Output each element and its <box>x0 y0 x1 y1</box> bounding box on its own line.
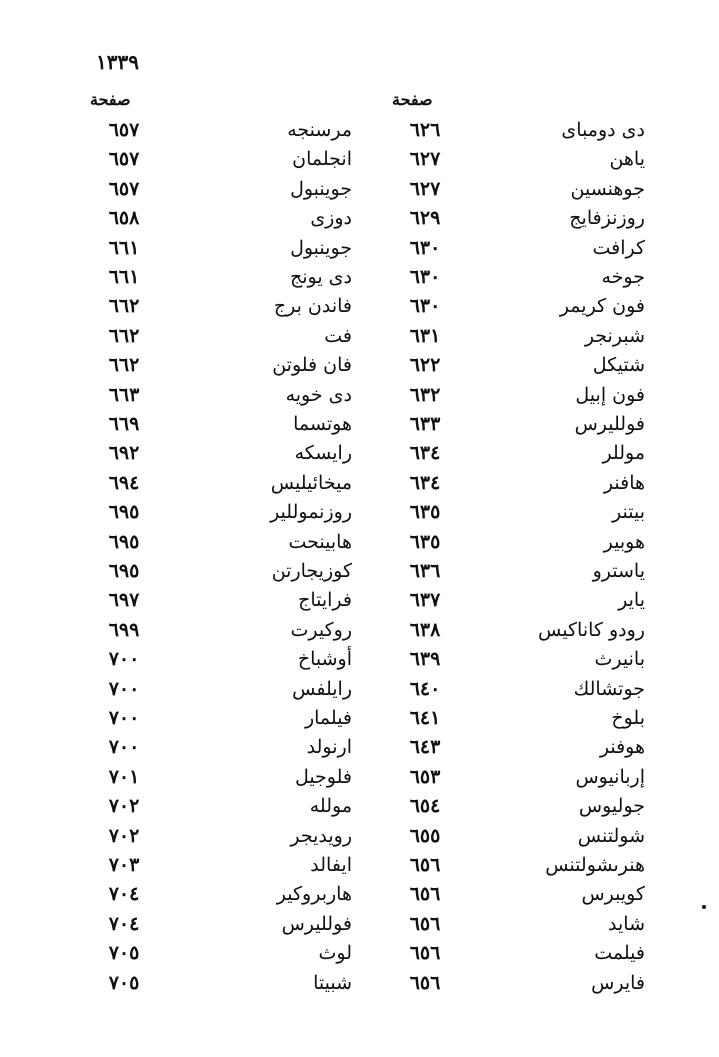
page-right: ٦٣٧ <box>409 589 441 612</box>
page-left: ٦٩٧ <box>108 589 140 612</box>
name-right: دى دومباى <box>561 119 645 141</box>
index-row <box>0 234 719 263</box>
name-left: فرايتاج <box>298 589 352 612</box>
page-left: ٦٩٤ <box>108 471 140 494</box>
page-right: ٦٥٦ <box>409 883 441 906</box>
page-left: ٧٠٥ <box>108 971 140 994</box>
index-row <box>0 439 719 468</box>
page-left: ٧٠٤ <box>108 883 140 906</box>
name-left: ميخائيليس <box>270 471 352 494</box>
page-right: ٦٣٨ <box>409 618 441 641</box>
index-row <box>0 381 719 410</box>
page-right: ٦٣٩ <box>409 648 441 671</box>
name-right: شايد <box>608 912 645 935</box>
page-right: ٦٤١ <box>409 707 441 729</box>
page-right: ٦٣٦ <box>409 560 441 582</box>
name-left: فولليرس <box>281 912 352 935</box>
page-left: ٦٥٧ <box>108 148 140 171</box>
index-row <box>0 322 719 351</box>
name-left: ايفالد <box>310 854 352 876</box>
name-left: هوتسما <box>293 413 352 435</box>
name-right: فون إبيل <box>575 383 645 406</box>
page-left: ٧٠٥ <box>108 942 140 965</box>
page-right: ٦٥٦ <box>409 912 441 935</box>
name-left: جوينبول <box>290 177 352 200</box>
name-right: كرافت <box>592 236 645 259</box>
name-right: فولليرس <box>574 413 645 435</box>
name-right: بانيرث <box>594 648 645 671</box>
name-right: جوتشالك <box>573 677 645 700</box>
name-right: هوفنر <box>599 736 645 759</box>
page-left: ٧٠٠ <box>108 736 140 759</box>
index-row <box>0 733 719 762</box>
page-right: ٦٣٣ <box>409 413 441 435</box>
page-right: ٦٣٥ <box>409 501 441 524</box>
name-right: هافنر <box>603 471 645 494</box>
name-right: شولتنس <box>577 824 645 847</box>
page-right: ٦٥٥ <box>409 824 441 847</box>
name-left: كوزيجارتن <box>271 560 352 582</box>
page-right: ٦٤٣ <box>409 736 441 759</box>
page-right: ٦٣١ <box>409 324 441 347</box>
page-left: ٧٠٠ <box>108 648 140 671</box>
page-left: ٦٦١ <box>108 236 140 259</box>
index-row <box>0 675 719 704</box>
page-right: ٦٣٥ <box>409 530 441 553</box>
ink-speck <box>702 905 706 909</box>
name-left: هابينحت <box>288 530 352 553</box>
index-row <box>0 969 719 998</box>
name-right: فايرس <box>591 971 645 994</box>
page-right: ٦٢٧ <box>409 177 441 200</box>
index-row <box>0 175 719 204</box>
name-right: بلوخ <box>611 707 645 729</box>
page-right: ٦٥٣ <box>409 765 441 788</box>
page-right: ٦٢٢ <box>409 354 441 377</box>
name-right: فيلمت <box>594 942 645 965</box>
index-row <box>0 880 719 909</box>
page-left: ٦٩٥ <box>108 501 140 524</box>
name-left: انجلمان <box>292 148 352 171</box>
index-row <box>0 822 719 851</box>
index-row <box>0 557 719 586</box>
name-left: دى خويه <box>285 383 352 406</box>
page-left: ٦٥٨ <box>108 207 140 230</box>
page-right: ٦٣٢ <box>409 383 441 406</box>
page-left: ٧٠٠ <box>108 677 140 700</box>
page-left: ٦٦٢ <box>108 324 140 347</box>
name-right: روزنزفايج <box>569 207 645 230</box>
index-row <box>0 792 719 821</box>
page-right: ٦٢٩ <box>409 207 441 230</box>
index-row <box>0 586 719 615</box>
name-right: ياسترو <box>592 560 645 582</box>
page-left: ٦٩٩ <box>108 618 140 641</box>
name-left: روزنموللير <box>270 501 352 524</box>
page-left: ٧٠٢ <box>108 824 140 847</box>
name-right: رودو كاناكيس <box>538 618 645 641</box>
name-left: رايلفس <box>292 677 352 700</box>
index-row <box>0 263 719 292</box>
name-left: مولله <box>309 795 352 818</box>
index-row <box>0 645 719 674</box>
index-row <box>0 410 719 439</box>
index-row <box>0 939 719 968</box>
name-left: أوشباخ <box>297 648 352 671</box>
name-left: شبيتا <box>313 971 352 994</box>
page-right: ٦٣٤ <box>409 471 441 494</box>
index-row <box>0 616 719 645</box>
page-left: ٦٦٩ <box>108 413 140 435</box>
page-right: ٦٢٦ <box>409 119 441 141</box>
name-right: بيتنر <box>612 501 645 524</box>
index-row <box>0 851 719 880</box>
page-right: ٦٣٠ <box>409 266 441 288</box>
page-right: ٦٣٤ <box>409 442 441 465</box>
name-right: جوليوس <box>578 795 645 818</box>
name-left: دى يونج <box>289 266 352 288</box>
index-row <box>0 145 719 174</box>
page-left: ٧٠٠ <box>108 707 140 729</box>
page-left: ٦٥٧ <box>108 119 140 141</box>
name-right: هوبير <box>603 530 645 553</box>
index-row <box>0 763 719 792</box>
name-left: فت <box>324 324 352 347</box>
index-row <box>0 910 719 939</box>
name-left: فلوجيل <box>294 765 352 788</box>
page-right: ٦٣٠ <box>409 236 441 259</box>
name-right: شتيكل <box>592 354 645 377</box>
index-row <box>0 469 719 498</box>
name-left: لوث <box>318 942 352 965</box>
page-left: ٧٠١ <box>108 765 140 788</box>
name-left: فان فلوتن <box>272 354 352 377</box>
name-right: إربانيوس <box>575 765 645 788</box>
name-left: فاندن برج <box>273 295 352 318</box>
page-left: ٦٦٣ <box>108 383 140 406</box>
name-left: مرسنجه <box>287 119 352 141</box>
page-number: ١٣٣٩ <box>96 50 139 74</box>
name-right: شبرنجر <box>584 324 645 347</box>
page-left: ٦٩٥ <box>108 530 140 553</box>
name-left: جوينبول <box>290 236 352 259</box>
name-left: ارنولد <box>306 736 352 759</box>
name-right: جوهنسين <box>570 177 645 200</box>
page-left: ٦٦٢ <box>108 295 140 318</box>
name-right: موللر <box>602 442 645 465</box>
index-row <box>0 498 719 527</box>
index-row <box>0 116 719 145</box>
name-right: هنرىشولتنس <box>545 854 645 876</box>
index-row <box>0 292 719 321</box>
name-right: فون كريمر <box>559 295 645 318</box>
page-left: ٧٠٢ <box>108 795 140 818</box>
index-row <box>0 204 719 233</box>
page-left: ٧٠٣ <box>108 854 140 876</box>
name-left: رايسكه <box>294 442 352 465</box>
page-column-header-right: صفحة <box>392 90 433 109</box>
name-right: ياير <box>618 589 645 612</box>
page-left: ٦٦١ <box>108 266 140 288</box>
page-right: ٦٥٦ <box>409 942 441 965</box>
page-left: ٧٠٤ <box>108 912 140 935</box>
page-right: ٦٥٦ <box>409 971 441 994</box>
page-right: ٦٥٤ <box>409 795 441 818</box>
page-left: ٦٩٥ <box>108 560 140 582</box>
name-left: دوزى <box>310 207 352 230</box>
name-left: هاربروكير <box>276 883 352 906</box>
page-right: ٦٥٦ <box>409 854 441 876</box>
index-row <box>0 528 719 557</box>
index-row <box>0 351 719 380</box>
page-left: ٦٥٧ <box>108 177 140 200</box>
name-left: رويديجر <box>290 824 352 847</box>
page-column-header-left: صفحة <box>90 90 131 109</box>
name-right: كويبرس <box>581 883 645 906</box>
page-right: ٦٤٠ <box>409 677 441 700</box>
name-right: جوخه <box>601 266 645 288</box>
name-left: فيلمار <box>304 707 352 729</box>
page-left: ٦٩٢ <box>108 442 140 465</box>
page-right: ٦٣٠ <box>409 295 441 318</box>
page-right: ٦٢٧ <box>409 148 441 171</box>
name-left: روكيرت <box>290 618 352 641</box>
index-row <box>0 704 719 733</box>
name-right: ياهن <box>609 148 645 171</box>
page-left: ٦٦٢ <box>108 354 140 377</box>
